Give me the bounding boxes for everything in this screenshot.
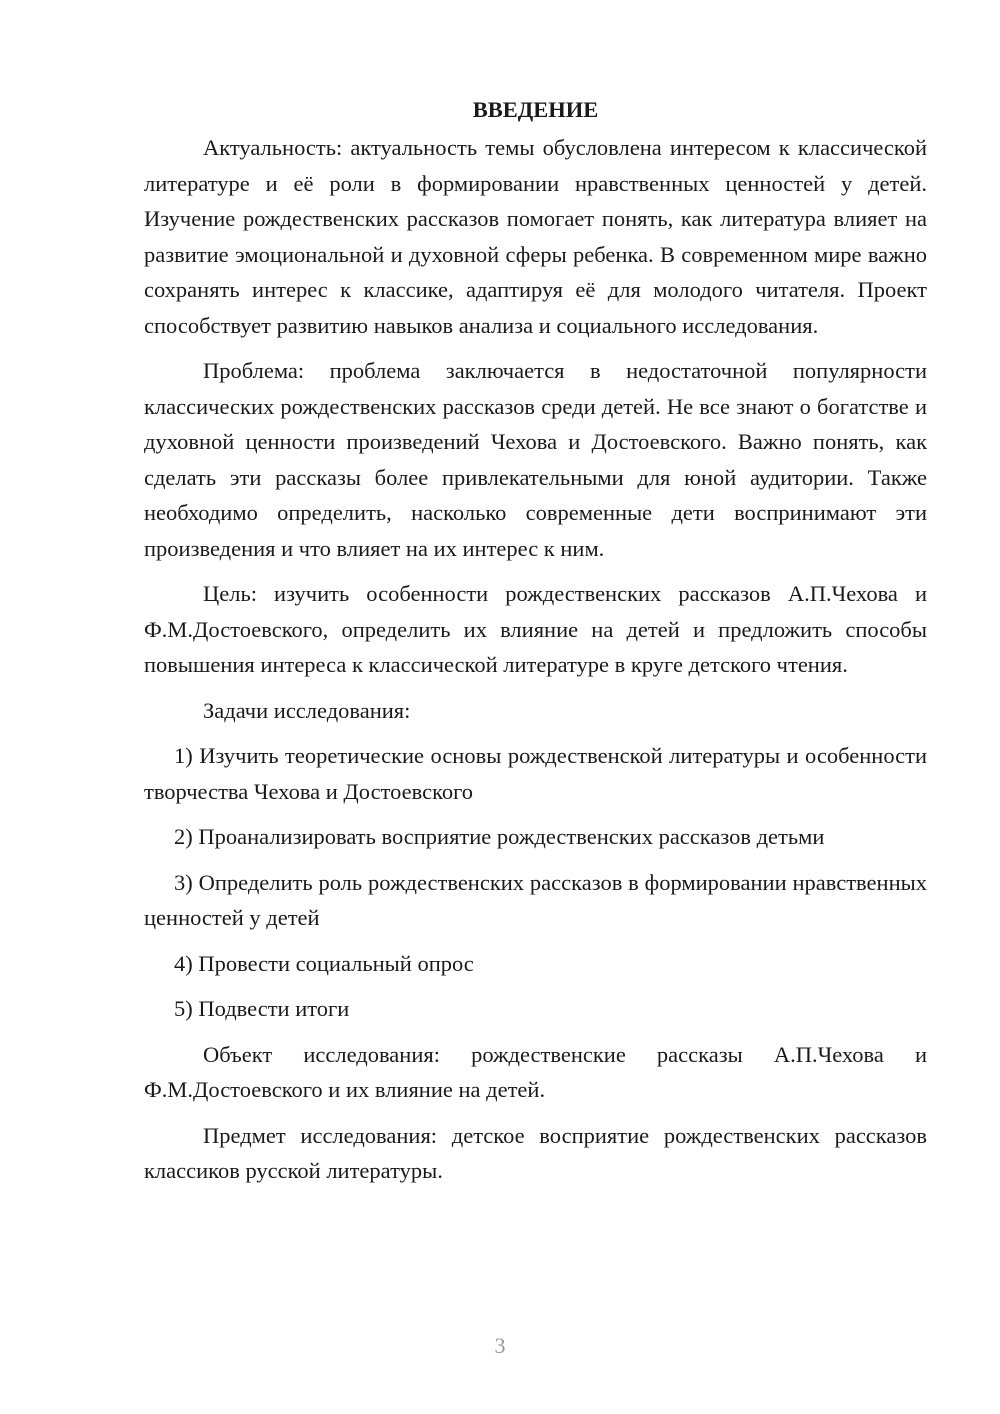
- paragraph-goal: Цель: изучить особенности рождественских рассказов А.П.Чехова и Ф.М.Достоевского, определить их влияние на детей и предложить способы повышения интереса к классической литературе в круге детского чтения.: [144, 581, 927, 677]
- paragraph-subject: Предмет исследования: детское восприятие рождественских рассказов классиков русской литературы.: [144, 1122, 927, 1183]
- paragraph-tasks-heading: Задачи исследования:: [203, 697, 411, 723]
- task-item-1: 1) Изучить теоретические основы рождественской литературы и особенности творчества Чехова и Достоевского: [144, 743, 927, 804]
- task-item-4: 4) Провести социальный опрос: [174, 950, 474, 976]
- document-page: [144, 92, 927, 1199]
- task-item-3: 3) Определить роль рождественских рассказов в формировании нравственных ценностей у детей: [144, 869, 927, 930]
- paragraph-problem: Проблема: проблема заключается в недостаточной популярности классических рождественских рассказов среди детей. Не все знают о богатстве и духовной ценности произведений Чехова и Достоевского. Важно понять, как сделать эти рассказы более привлекательными для юной аудитории. Также необходимо определить, насколько современные дети воспринимают эти произведения и что влияет на их интерес к ним.: [144, 358, 927, 561]
- paragraph-relevance: Актуальность: актуальность темы обусловлена интересом к классической литературе и её роли в формировании нравственных ценностей у детей. Изучение рождественских рассказов помогает понять, как литература влияет на развитие эмоциональной и духовной сферы ребенка. В современном мире важно сохранять интерес к классике, адаптируя её для молодого читателя. Проект способствует развитию навыков анализа и социального исследования.: [144, 135, 927, 338]
- paragraph-object: Объект исследования: рождественские рассказы А.П.Чехова и Ф.М.Достоевского и их влияние на детей.: [144, 1041, 927, 1102]
- page-number: 3: [494, 1333, 506, 1358]
- section-heading: ВВЕДЕНИЕ: [472, 97, 599, 122]
- task-item-5: 5) Подвести итоги: [174, 996, 350, 1021]
- task-item-2: 2) Проанализировать восприятие рождественских рассказов детьми: [174, 824, 825, 849]
